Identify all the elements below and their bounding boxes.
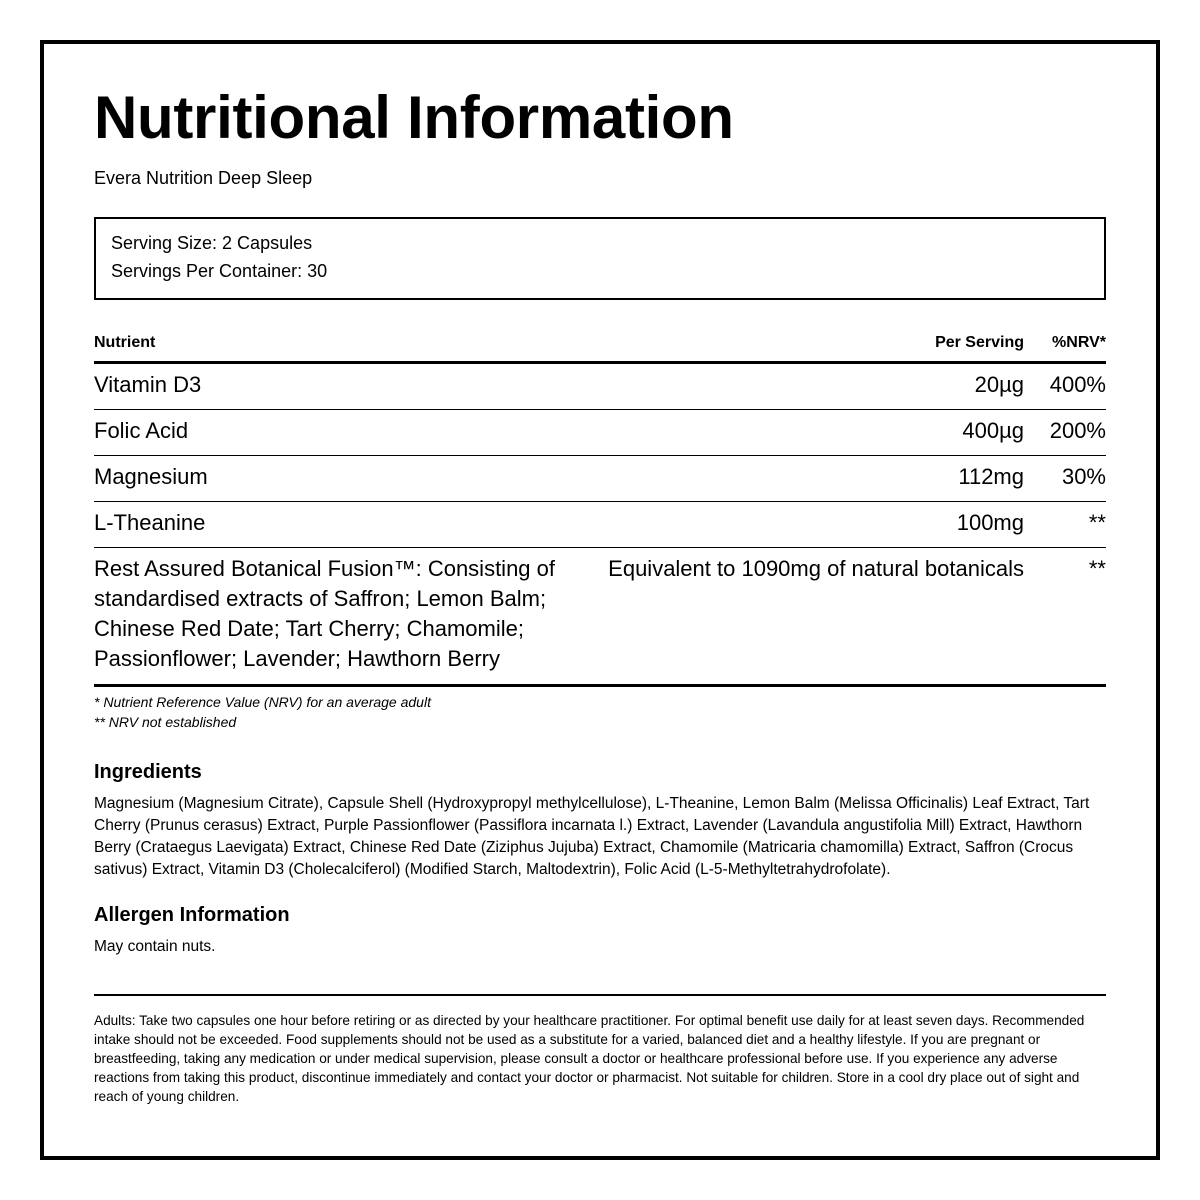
allergen-text: May contain nuts.: [94, 938, 216, 955]
per-serving-value: 112mg: [958, 464, 1024, 489]
ingredients-section: [94, 760, 1106, 881]
product-name: Evera Nutrition Deep Sleep: [94, 168, 313, 188]
table-row: [94, 364, 1106, 410]
directions-text: Adults: Take two capsules one hour before retiring or as directed by your healthcare practitioner. For optimal benefit use daily for at least seven days. Recommended intake should not be exceeded. Food supplements should not be used as a substitute for a varied, balanced diet and a healthy lifestyle. If you are pregnant or breastfeeding, taking any medication or under medical supervision, please consult a doctor or healthcare professional before use. If you experience any adverse reactions from taking this product, discontinue immediately and contact your doctor or pharmacist. Not suitable for children. Store in a cool dry place out of sight and reach of young children.: [94, 1013, 1085, 1104]
table-row: [94, 410, 1106, 456]
serving-size: Serving Size: 2 Capsules: [111, 233, 313, 253]
nrv-value: **: [1088, 556, 1106, 581]
nutrient-name: Magnesium: [94, 464, 208, 489]
footnotes: [94, 692, 431, 732]
nrv-value: 30%: [1061, 464, 1106, 489]
per-serving-value: 100mg: [956, 510, 1024, 535]
ingredients-text: Magnesium (Magnesium Citrate), Capsule Shell (Hydroxypropyl methylcellulose), L-Theanine, Lemon Balm (Melissa Officinalis) Leaf Extract, Tart Cherry (Prunus cerasus) Extract, Purple Passionflower (Passiflora incarnata l.) Extract, Lavender (Lavandula angustifolia Mill) Extract, Hawthorn Berry (Crataegus Laevigata) Extract, Chinese Red Date (Ziziphus Jujuba) Extract, Chamomile (Matricaria chamomilla) Extract, Saffron (Crocus sativus) Extract, Vitamin D3 (Cholecalciferol) (Modified Starch, Maltodextrin), Folic Acid (L-5-Methyltetrahydrofolate).: [94, 795, 1090, 878]
per-serving-value: Equivalent to 1090mg of natural botanicals: [608, 556, 1024, 581]
header-nutrient: Nutrient: [94, 333, 156, 351]
nutrient-name: L-Theanine: [94, 510, 206, 535]
per-serving-value: 400µg: [962, 418, 1024, 443]
header-per-serving: Per Serving: [935, 333, 1024, 351]
per-serving-value: 20µg: [974, 372, 1024, 397]
nutrient-table: [94, 324, 1106, 687]
nutrient-name: Folic Acid: [94, 418, 189, 443]
nrv-value: **: [1088, 510, 1106, 535]
allergen-heading: Allergen Information: [94, 904, 290, 926]
section-divider: [94, 994, 1106, 996]
ingredients-heading: Ingredients: [94, 761, 202, 783]
table-row: [94, 502, 1106, 548]
serving-info-box: [94, 217, 1106, 300]
nutrient-name: Rest Assured Botanical Fusion™: Consisting of standardised extracts of Saffron; Lemon Balm; Chinese Red Date; Tart Cherry; Chamomile; Passionflower; Lavender; Hawthorn Berry: [94, 556, 556, 671]
header-nrv: %NRV*: [1052, 333, 1106, 351]
table-row: [94, 548, 1106, 687]
allergen-section: [94, 903, 1106, 958]
nutrition-label-panel: [40, 40, 1160, 1160]
page-title: Nutritional Information: [94, 84, 734, 151]
nrv-value: 400%: [1049, 372, 1106, 397]
table-header: [94, 324, 1106, 364]
servings-per-container: Servings Per Container: 30: [111, 261, 328, 281]
footnote-nrv: * Nutrient Reference Value (NRV) for an average adult: [94, 694, 431, 710]
footnote-not-established: ** NRV not established: [94, 714, 237, 730]
nrv-value: 200%: [1049, 418, 1106, 443]
nutrient-name: Vitamin D3: [94, 372, 202, 397]
table-row: [94, 456, 1106, 502]
